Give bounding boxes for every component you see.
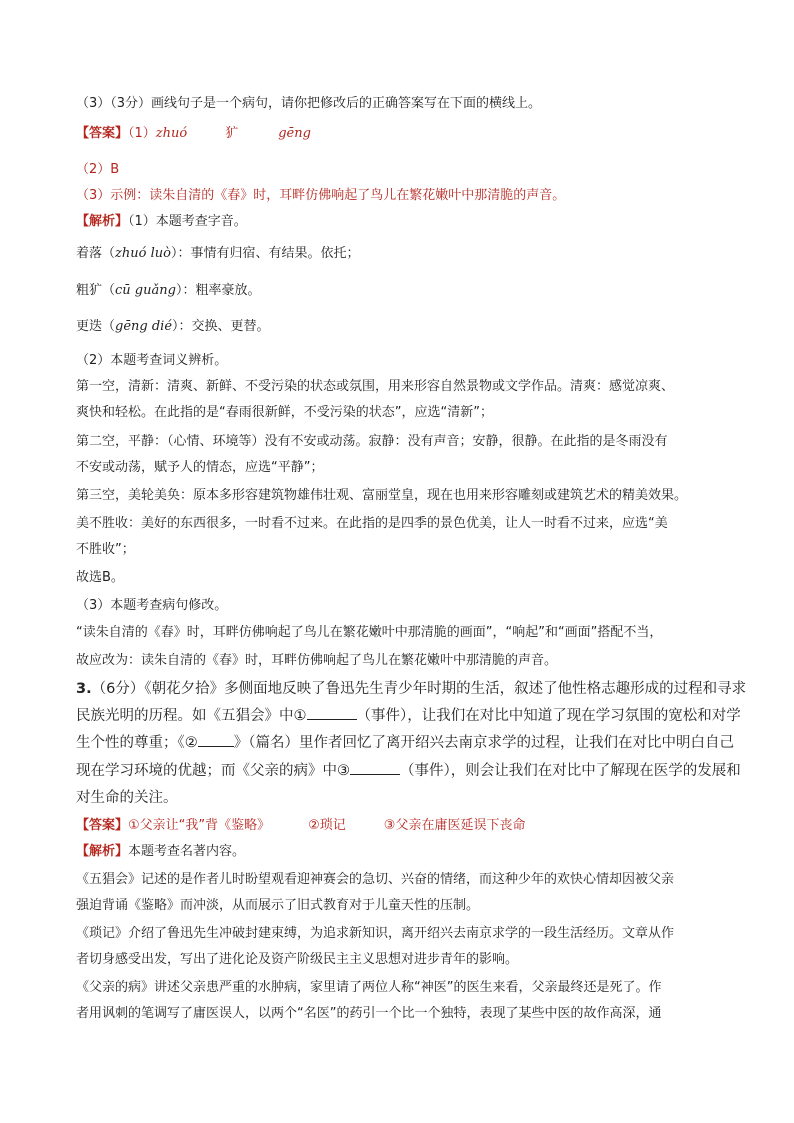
analysis-line-1 [76, 212, 247, 232]
answer-label: 【答案】 [76, 126, 129, 141]
q4-analysis-text: 《琐记》介绍了鲁迅先生冲破封建束缚，为追求新知识，离开绍兴去南京求学的一段生活经历。文章从作 [76, 926, 675, 941]
q4-number: 3. [76, 681, 92, 697]
word-2: 粗犷（ [76, 283, 116, 298]
q4-text: 民族光明的历程。如《五猖会》中① [76, 708, 307, 724]
q4-analysis-text: 者切身感受出发，写出了进化论及资产阶级民主主义思想对进步青年的影响。 [76, 952, 519, 967]
q4-text: 现在学习环境的优越；而《父亲的病》中③ [76, 763, 350, 779]
q4-analysis-text: 者用讽刺的笔调写了庸医误人，以两个“名医”的药引一个比一个独特，表现了某些中医的故作高深，通 [76, 1006, 662, 1021]
analysis-line: 美不胜收：美好的东西很多，一时看不过来。在此指的是四季的景色优美，让人一时看不过来，应选“美 [76, 516, 668, 531]
q4-answer-label: 【答案】 [76, 818, 129, 833]
analysis-label: 【解析】 [76, 214, 129, 229]
answer-part2: （2）B [76, 162, 120, 177]
analysis-p3-title: （3）本题考查病句修改。 [76, 598, 228, 613]
q4-text: 生个性的尊重；《② [76, 735, 198, 751]
word-1-meaning: ）：事情有归宿、有结果。依托； [170, 246, 360, 261]
blank-3 [350, 760, 400, 775]
word-2-pinyin: cū guǎng [115, 283, 176, 298]
q4-text: （事件），则会让我们在对比中了解现在医学的发展和 [400, 763, 741, 779]
q4-line-2 [76, 704, 741, 728]
q4-text: （事件），让我们在对比中知道了现在学习氛围的宽松和对学 [356, 708, 741, 724]
answer-part3: （3）示例：读朱自清的《春》时，耳畔仿佛响起了鸟儿在繁花嫩叶中那清脆的声音。 [76, 188, 566, 203]
answer-line-1 [76, 124, 311, 144]
word-1-pinyin: zhuó luò [115, 246, 171, 261]
analysis-line: 故应改为：读朱自清的《春》时，耳畔仿佛响起了鸟儿在繁花嫩叶中那清脆的声音。 [76, 653, 558, 668]
analysis-line: 不胜收”； [76, 542, 135, 557]
q3-prompt: （3）（3分）画线句子是一个病句，请你把修改后的正确答案写在下面的横线上。 [76, 96, 542, 111]
blank-2 [198, 732, 234, 747]
q4-text: 》（篇名）里作者回忆了离开绍兴去南京求学的过程，让我们在对比中明白自己 [233, 735, 734, 751]
blank-1 [307, 705, 357, 720]
word-entry-3 [76, 317, 270, 337]
q4-line-5: 对生命的关注。 [76, 790, 178, 806]
q4-analysis-title: 本题考查名著内容。 [128, 844, 246, 859]
q4-answer-1: ①父亲让“我”背《鉴略》 [128, 818, 271, 833]
analysis-line: 爽快和轻松。在此指的是“春雨很新鲜，不受污染的状态”，应选“清新”； [76, 405, 493, 420]
q4-answer-line [76, 816, 525, 836]
word-3-pinyin: gēng dié [115, 319, 173, 334]
pinyin-1: zhuó [155, 126, 188, 141]
q4-analysis-text: 《五猖会》记述的是作者儿时盼望观看迎神赛会的急切、兴奋的情绪，而这种少年的欢快心情却因被父亲 [76, 872, 675, 887]
word-2-meaning: ）：粗率豪放。 [175, 283, 261, 298]
analysis-line: 故选B。 [76, 570, 124, 585]
answer-char-2: 犷 [225, 126, 239, 141]
q4-analysis-text: 强迫背诵《鉴略》而冲淡，从而展示了旧式教育对于儿童天性的压制。 [76, 898, 480, 913]
answer-part1-prefix: （1） [128, 126, 156, 141]
analysis-p1-title: （1）本题考查字音。 [128, 214, 247, 229]
q4-line-1 [76, 677, 746, 701]
word-entry-1 [76, 244, 359, 264]
q4-analysis-label: 【解析】 [76, 844, 129, 859]
analysis-line: “读朱自清的《春》时，耳畔仿佛响起了鸟儿在繁花嫩叶中那清脆的画面”，“响起”和“画面”搭配不当， [76, 625, 663, 640]
word-3-meaning: ）：交换、更替。 [172, 319, 270, 334]
analysis-line: 第三空，美轮美奂：原本多形容建筑物雄伟壮观、富丽堂皇，现在也用来形容雕刻或建筑艺术的精美效果。 [76, 488, 688, 503]
q4-text: （6分）《朝花夕拾》多侧面地反映了鲁迅先生青少年时期的生活，叙述了他性格志趣形成的过程和寻求 [91, 681, 747, 697]
analysis-line: 不安或动荡，赋予人的情态，应选“平静”； [76, 460, 324, 475]
word-3: 更迭（ [76, 319, 116, 334]
q4-analysis-line [76, 842, 245, 862]
pinyin-3: gēng [278, 126, 311, 141]
analysis-line: 第二空，平静：（心情、环境等）没有不安或动荡。寂静：没有声音；安静，很静。在此指的是冬雨没有 [76, 434, 668, 449]
q4-line-4 [76, 759, 741, 783]
q4-answer-2: ②琐记 [308, 818, 346, 833]
q4-line-3 [76, 731, 734, 755]
analysis-p2-title: （2）本题考查词义辨析。 [76, 353, 228, 368]
q4-analysis-text: 《父亲的病》讲述父亲患严重的水肿病，家里请了两位人称“神医”的医生来看，父亲最终还是死了。作 [76, 980, 662, 995]
word-1: 着落（ [76, 246, 116, 261]
analysis-line: 第一空，清新：清爽、新鲜、不受污染的状态或氛围，用来形容自然景物或文学作品。清爽：感觉凉爽、 [76, 379, 675, 394]
q4-answer-3: ③父亲在庸医延误下丧命 [383, 818, 526, 833]
word-entry-2 [76, 281, 260, 301]
